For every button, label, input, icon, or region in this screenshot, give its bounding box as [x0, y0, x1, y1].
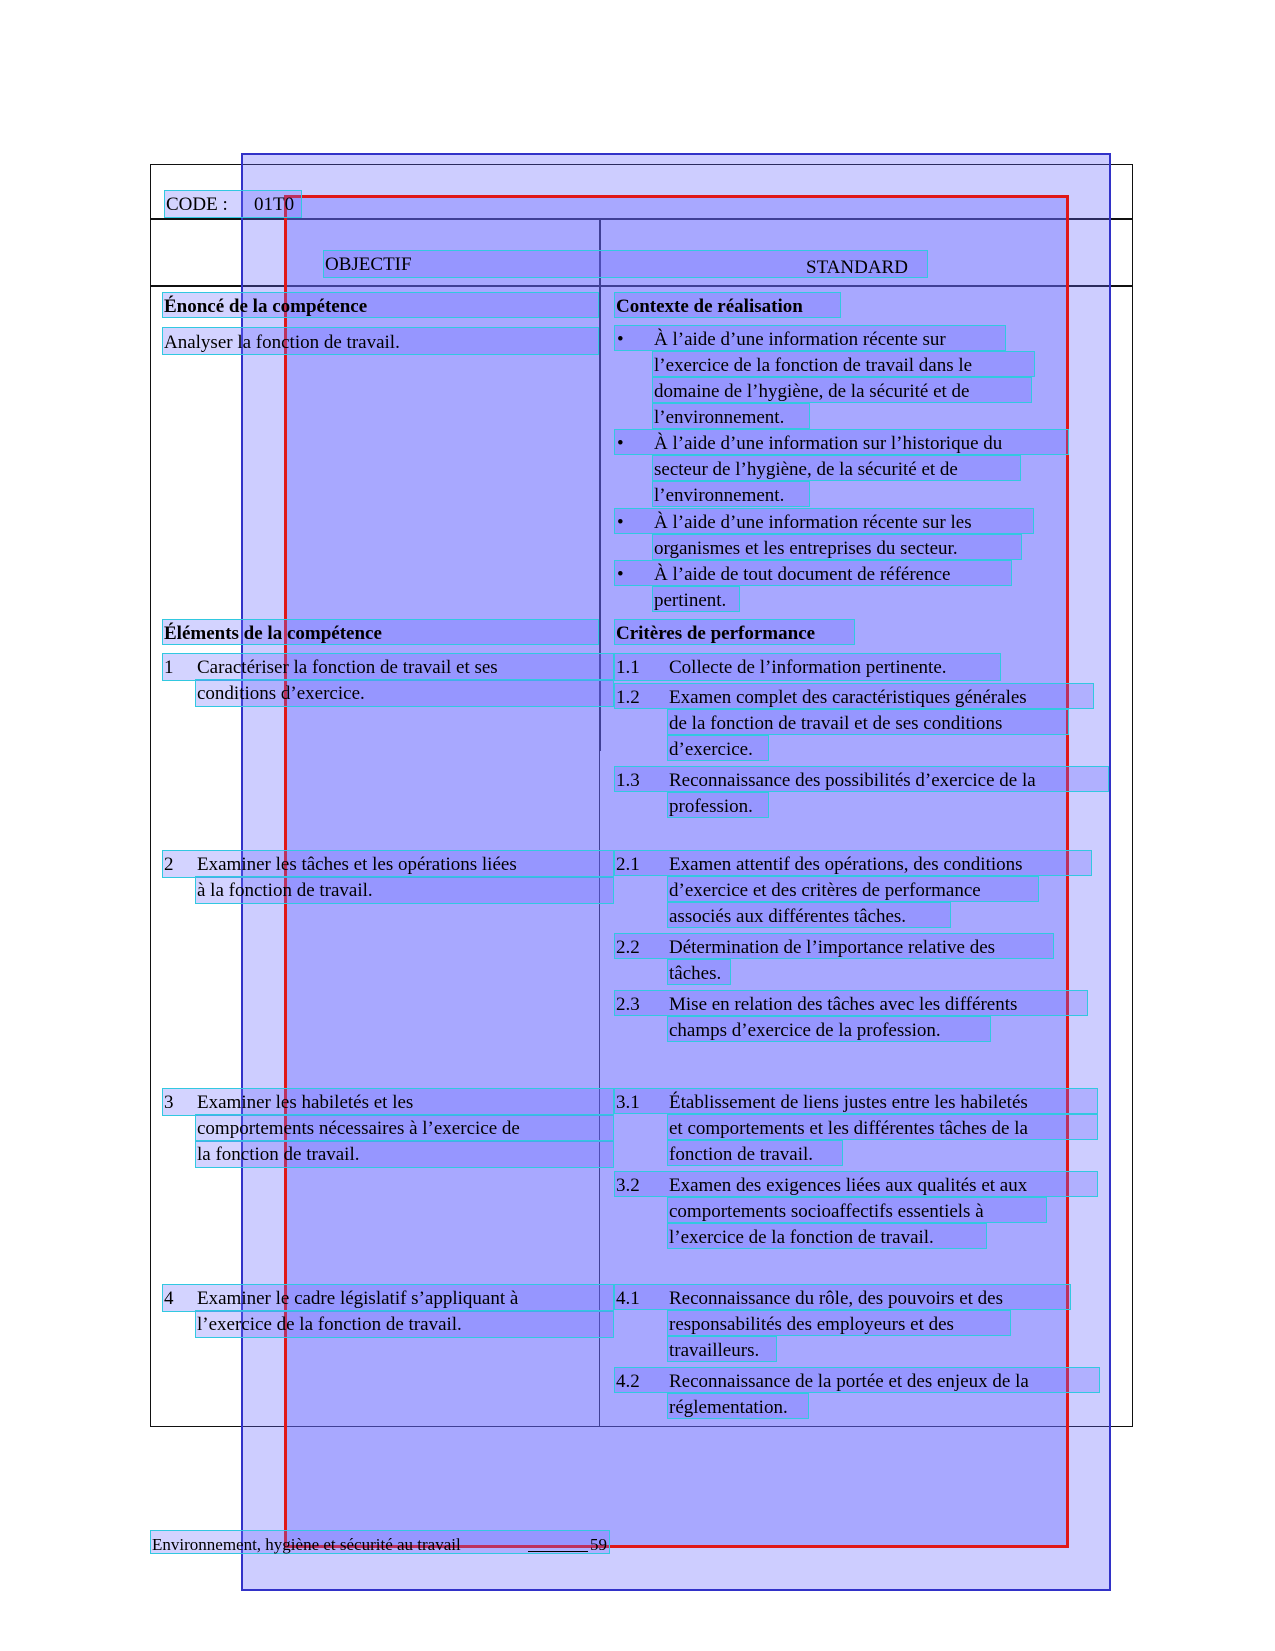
footer-leader-line [528, 1551, 588, 1552]
critere-1-2-line-2: de la fonction de travail et de ses conditions [669, 713, 1003, 734]
element-3-line-1: Examiner les habiletés et les [197, 1092, 414, 1113]
contexte-bullet-1-line-1: À l’aide d’une information récente sur [654, 329, 946, 350]
bullet-icon: • [617, 512, 624, 533]
enonce-title: Énoncé de la compétence [164, 296, 368, 317]
element-3-line-3: la fonction de travail. [197, 1144, 360, 1165]
element-2-line-1: Examiner les tâches et les opérations liées [197, 854, 517, 875]
critere-1-2-line-1: Examen complet des caractéristiques générales [669, 687, 1027, 708]
critere-1-3-number: 1.3 [616, 770, 640, 791]
element-4-number: 4 [164, 1288, 174, 1309]
critere-3-1-number: 3.1 [616, 1092, 640, 1113]
element-1-number: 1 [164, 657, 174, 678]
element-2-number: 2 [164, 854, 174, 875]
footer-page-number: 59 [590, 1535, 607, 1554]
criteres-title: Critères de performance [616, 623, 816, 644]
rule-below-code [150, 218, 1133, 220]
critere-3-1-line-1: Établissement de liens justes entre les habiletés [669, 1092, 1028, 1113]
contexte-bullet-1-line-2: l’exercice de la fonction de travail dans le [654, 355, 973, 376]
code-value: 01T0 [254, 194, 295, 215]
critere-2-3-number: 2.3 [616, 994, 640, 1015]
rule-below-header [150, 285, 1133, 287]
critere-2-2-number: 2.2 [616, 937, 640, 958]
critere-3-2-line-3: l’exercice de la fonction de travail. [669, 1227, 934, 1248]
critere-2-1-line-3: associés aux différentes tâches. [669, 906, 907, 927]
critere-2-2-line-1: Détermination de l’importance relative des [669, 937, 996, 958]
bullet-icon: • [617, 433, 624, 454]
critere-4-2-line-2: réglementation. [669, 1397, 788, 1418]
contexte-bullet-2-line-3: l’environnement. [654, 485, 785, 506]
element-1-line-2: conditions d’exercice. [197, 683, 365, 704]
element-4-line-2: l’exercice de la fonction de travail. [197, 1314, 462, 1335]
critere-3-1-line-3: fonction de travail. [669, 1144, 814, 1165]
critere-1-1-number: 1.1 [616, 657, 640, 678]
contexte-bullet-4-line-2: pertinent. [654, 590, 727, 611]
contexte-bullet-3-line-1: À l’aide d’une information récente sur les [654, 512, 972, 533]
element-3-line-2: comportements nécessaires à l’exercice de [197, 1118, 520, 1139]
contexte-bullet-3-line-2: organismes et les entreprises du secteur. [654, 538, 958, 559]
critere-2-1-line-2: d’exercice et des critères de performance [669, 880, 981, 901]
critere-3-2-line-1: Examen des exigences liées aux qualités et aux [669, 1175, 1028, 1196]
contexte-title: Contexte de réalisation [616, 296, 803, 317]
element-2-line-2: à la fonction de travail. [197, 880, 373, 901]
element-3-number: 3 [164, 1092, 174, 1113]
enonce-text: Analyser la fonction de travail. [164, 332, 400, 353]
column-divider-top [599, 218, 601, 751]
critere-4-1-line-2: responsabilités des employeurs et des [669, 1314, 954, 1335]
contexte-bullet-4-line-1: À l’aide de tout document de référence [654, 564, 951, 585]
contexte-bullet-1-line-4: l’environnement. [654, 407, 785, 428]
column-header-standard: STANDARD [806, 257, 908, 278]
elements-title: Éléments de la compétence [164, 623, 382, 644]
critere-1-1-line-1: Collecte de l’information pertinente. [669, 657, 947, 678]
critere-3-2-line-2: comportements socioaffectifs essentiels à [669, 1201, 984, 1222]
critere-4-1-line-1: Reconnaissance du rôle, des pouvoirs et des [669, 1288, 1003, 1309]
code-label: CODE : [166, 194, 228, 215]
column-header-objectif: OBJECTIF [325, 254, 412, 275]
critere-1-3-line-1: Reconnaissance des possibilités d’exercice de la [669, 770, 1036, 791]
footer-text: Environnement, hygiène et sécurité au travail [152, 1535, 461, 1554]
critere-3-1-line-2: et comportements et les différentes tâches de la [669, 1118, 1028, 1139]
critere-4-2-number: 4.2 [616, 1371, 640, 1392]
bullet-icon: • [617, 329, 624, 350]
contexte-bullet-2-line-1: À l’aide d’une information sur l’historique du [654, 433, 1003, 454]
critere-2-2-line-2: tâches. [669, 963, 722, 984]
critere-3-2-number: 3.2 [616, 1175, 640, 1196]
critere-4-1-number: 4.1 [616, 1288, 640, 1309]
critere-2-3-line-1: Mise en relation des tâches avec les différents [669, 994, 1018, 1015]
column-divider-bottom [599, 751, 600, 1427]
critere-2-1-number: 2.1 [616, 854, 640, 875]
element-1-line-1: Caractériser la fonction de travail et ses [197, 657, 498, 678]
critere-2-3-line-2: champs d’exercice de la profession. [669, 1020, 941, 1041]
critere-2-1-line-1: Examen attentif des opérations, des conditions [669, 854, 1023, 875]
contexte-bullet-1-line-3: domaine de l’hygiène, de la sécurité et de [654, 381, 970, 402]
critere-1-2-line-3: d’exercice. [669, 739, 753, 760]
critere-1-3-line-2: profession. [669, 796, 753, 817]
contexte-bullet-2-line-2: secteur de l’hygiène, de la sécurité et de [654, 459, 958, 480]
bullet-icon: • [617, 564, 624, 585]
element-4-line-1: Examiner le cadre législatif s’appliquant à [197, 1288, 519, 1309]
critere-4-2-line-1: Reconnaissance de la portée et des enjeux de la [669, 1371, 1029, 1392]
critere-4-1-line-3: travailleurs. [669, 1340, 760, 1361]
critere-1-2-number: 1.2 [616, 687, 640, 708]
